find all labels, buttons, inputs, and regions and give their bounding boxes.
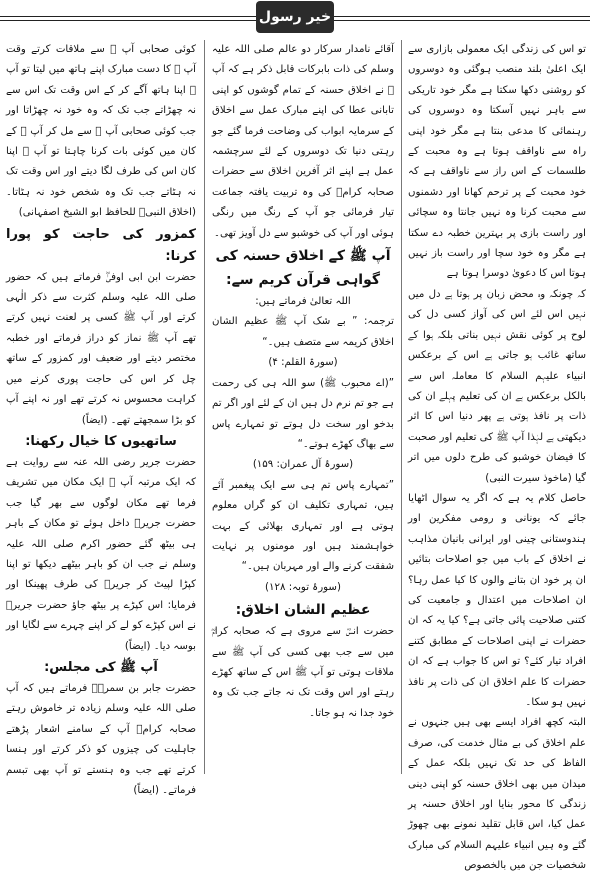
section-heading: عظیم الشان اخلاق: [235,602,371,619]
verse-reference: (سورۂ توبہ: ۱۲۸) [265,581,341,593]
column-right [407,40,586,872]
column-left [6,40,196,796]
paragraph: حضرت ابن ابی اوفیٰؓ فرماتے ہیں کہ حضور صلی اللہ علیہ وسلم کثرت سے ذکر الٰہی کرتے اور آپ ﷺ کسی پر لعنت نہیں کرتے تھے آپ ﷺ نماز کو دراز فرماتے اور خطبہ مختصر دیتے اور ضعیف اور کمزور کے ساتھ چل کر اس کی حاجت پوری کرنے میں کراہت محسوس نہ کرتے تھے اور نہ اپنے آپ کو بڑا سمجھتے تھے۔ (ایضاً) [6,271,196,426]
column-divider [204,40,205,774]
paragraph: آقائے نامدار سرکار دو عالم صلی اللہ علیہ وسلم کی ذات بابرکات قابل ذکر ہے کہ آپ ﷺ نے اخلاق حسنہ کے تمام گوشوں کو اپنی تابانی عطا کی اپنے مبارک عمل سے اخلاق کے سرمایہ ابواب کی وضاحت فرما گئے جو رہتی دنیا تک دوسروں کے لئے سرچشمہ عمل ہے اپنے اثر آفرین اخلاق سے حضرات صحابہ کرامؓ کی وہ تربیت یافتہ جماعت تیار فرمائی جو آپ کے رنگ میں رنگی ہوئی اور آپ کی خوشبو سے دل آویز تھی۔ [212,44,394,239]
column-middle [212,40,394,774]
verse-reference: (سورۃ القلم: ۴) [268,357,338,369]
paragraph: کوئی صحابی آپ ﷺ سے ملاقات کرتے وقت آپ ﷺ کا دست مبارک اپنے ہاتھ میں لیتا تو آپ ﷺ اپنا ہاتھ آگے کر کے اس وقت تک اس سے نہ چھڑاتے جب تک کہ وہ خود نہ چھڑاتا اور جب کوئی صحابی آپ ﷺ سے مل کر آپ ﷺ کے کان میں کوئی بات کرنا چاہتا تو آپ ﷺ اپنا کان اس کی طرف لگا دیتے اور اس وقت تک نہ ہٹاتے جب تک وہ شخص خود نہ ہٹاتا۔ (اخلاق النبیؐ للحافظ ابو الشیخ اصفہانی) [6,44,196,219]
paragraph: حاصل کلام یہ ہے کہ اگر یہ سوال اٹھایا جائے کہ یونانی و رومی مفکرین اور ہندوستانی چینی اور ایرانی بانیان مذاہب نے اخلاق کے باب میں جو اصلاحات بتائیں ان پر خود ان بتانے والوں کا کیا عمل رہا؟ ان اصلاحات میں اعتدال و جامعیت کی کتنی صلاحیت پائی جاتی ہے؟ کیا یہ کہ ان حضرات نے اپنی اصلاحات کے مطابق کتنے افراد تیار کئے؟ تو اس کا جواب ہے کہ ان حضرات کا علم اخلاق ان کی ذات پر نافذ نہیں ہو سکا۔ [408,492,586,708]
section-heading: ساتھیوں کا خیال رکھنا: [25,433,177,449]
paragraph: حضرت جابر بن سمرہؓ فرماتے ہیں کہ آپ صلی اللہ علیہ وسلم زیادہ تر خاموش رہتے صحابہ کرامؓ آپ کے سامنے اشعار پڑھتے جاہلیت کی چیزوں کو ذکر کرتے اور ہنسا کرتے تھے جب وہ ہنستے تو آپ بھی تبسم فرماتے۔ (ایضاً) [6,682,196,796]
paragraph: تو اس کی زندگی ایک معمولی بازاری سے ایک اعلیٰ بلند منصب ہوگئی وہ دوسروں کو روشنی دکھا سکتا ہے مگر خود تاریکی سے باہر نہیں آسکتا وہ دوسروں کی رہنمائی کا مدعی بنتا ہے مگر خود اپنی راہ سے ناواقف ہوتا ہے وہ محبت کے طلسمات کے اس راز سے ناواقف ہے کہ خود محبت کے پر ترحم کھانا اور دشمنوں سے محبت کرنا وہ نہیں جانتا وہ سچائی اور راست بازی پر بہترین خطبہ دے سکتا ہے مگر وہ خود سچا اور راست باز نہیں ہوتا اس کا دعویٰ دوسرا ہوتا ہے [408,44,586,280]
intro-text: اللہ تعالیٰ فرماتے ہیں: [255,296,351,308]
paragraph: کہ چونکہ وہ محض زبان پر ہوتا ہے دل میں نہیں اس لئے اس کی آواز کسی دل کی لوح پر کوئی نقش نہیں بناتی بلکہ ہوا کے ساتھ غائب ہو جاتی ہے اس کے برعکس انبیاء علیہم السلام کا معاملہ اس سے بالکل برعکس ہے ان کی تعلیم پہلے ان کی ذات پر نافذ ہوتی ہے پھر دنیا اس کا اثر دیکھتی ہے لہٰذا آپ ﷺ کی تعلیم اور صحبت کا فیضان خوشبو کی طرح دلوں میں اتر گیا (ماخوذ سیرت النبی) [407,288,586,484]
section-heading: کمزور کی حاجت کو پورا کرنا: [6,226,196,264]
verse-translation: ”(اے محبوب ﷺ) سو اللہ ہی کی رحمت ہے جو تم نرم دل ہیں ان کے لئے اور اگر تم بدخو اور سخت دل ہوتے تو تمہارے پاس سے بھاگ کھڑے ہوتے۔“ [212,377,394,450]
section-title-badge: خیر رسول [256,1,334,33]
verse-translation: ”تمہارے پاس تم ہی سے ایک پیغمبر آئے ہیں، تمہاری تکلیف ان کو گراں معلوم ہوتی ہے اور تمہاری بھلائی کے بہت خواہشمند ہیں اور مومنوں پر نہایت شفقت کرنے والے اور مہربان ہیں۔“ [212,479,394,573]
paragraph: حضرت انسؓ سے مروی ہے کہ صحابہ کرامؓ میں سے جب بھی کسی کی آپ ﷺ سے ملاقات ہوتی تو آپ ﷺ اس کے ساتھ کھڑے رہتے اور اس وقت تک نہ جاتے جب تک وہ خود جدا نہ ہو جاتا۔ [212,626,394,719]
paragraph: حضرت جریر رضی اللہ عنہ سے روایت ہے کہ ایک مرتبہ آپ ﷺ ایک مکان میں تشریف فرما تھے مکان لوگوں سے بھر گیا جب حضرت جریرؓ داخل ہوئے تو مکان کے باہر ہی بیٹھ گئے حضور اکرم صلی اللہ علیہ وسلم نے جب ان کو باہر بیٹھے دیکھا تو اپنا کپڑا لپیٹ کر جریرؓ کی طرف پھینکا اور فرمایا: اس کپڑے پر بیٹھ جاؤ حضرت جریرؓ نے اس کپڑے کو لے کر اپنے چہرے سے لگایا اور بوسہ دیا۔ (ایضاً) [6,456,196,652]
section-heading: آپ ﷺ کے اخلاق حسنہ کی گواہی قرآن کریم سے: [215,248,391,289]
article-columns [0,40,590,872]
paragraph: البتہ کچھ افراد ایسے بھی ہیں جنہوں نے علم اخلاق کی بے مثال خدمت کی، صرف الفاظ کی حد تک نہیں بلکہ عمل کے میدان میں بھی اخلاق حسنہ کو اپنی دینی زندگی کا محور بنایا اور اخلاق حسنہ پر عمل کیا، اس قابل تقلید نمونے بھی چھوڑ گئے وہ ہیں انبیاء علیہم السلام کی مبارک شخصیات جن میں بالخصوص [408,717,586,872]
section-heading: آپ ﷺ کی مجلس: [44,659,158,675]
page-header [0,0,590,38]
verse-reference: (سورۂ آل عمران: ۱۵۹) [252,459,354,471]
verse-translation: ترجمہ: ” بے شک آپ ﷺ عظیم الشان اخلاق کریمہ سے متصف ہیں۔“ [212,316,394,348]
column-divider [401,40,402,774]
